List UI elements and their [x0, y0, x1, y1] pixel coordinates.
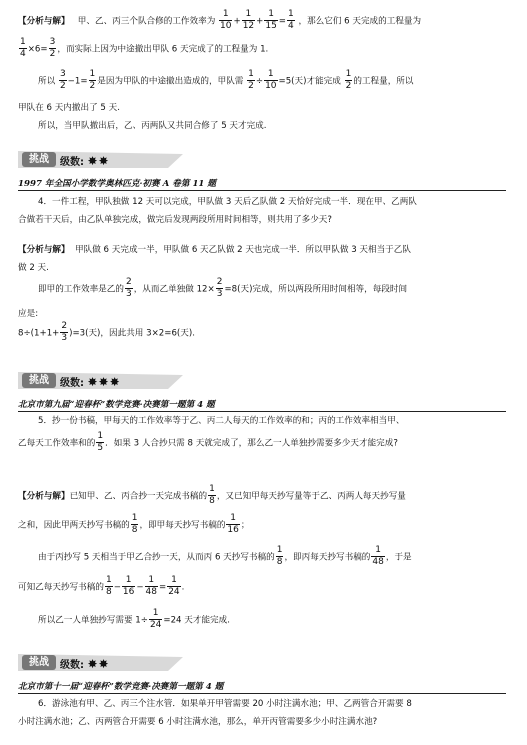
analysis-label: 【分析与解】: [18, 245, 70, 255]
num: 3: [59, 70, 67, 81]
den: 3: [125, 289, 132, 300]
star-icon: ✸✸: [87, 154, 110, 168]
den: 5: [97, 443, 104, 454]
challenge-badge: 挑战: [22, 373, 56, 388]
analysis-line: [18, 576, 184, 598]
analysis-label: 【分析与解】: [18, 491, 70, 502]
analysis-line: [38, 609, 230, 631]
fraction: [216, 278, 224, 300]
text: 8÷(1+1+: [18, 328, 60, 339]
den: 24: [168, 587, 180, 598]
op: =: [159, 582, 167, 593]
op: +: [233, 16, 241, 27]
question-line: 5．抄一份书稿，甲每天的工作效率等于乙、丙二人每天的工作效率的和；丙的工作效率相当甲、: [38, 416, 405, 426]
num: 2: [216, 278, 224, 289]
op: ÷: [255, 76, 264, 87]
fraction: [247, 70, 255, 92]
text: ，即丙每天抄写书稿的: [284, 552, 371, 563]
num: 1: [264, 70, 277, 81]
den: 8: [131, 525, 138, 536]
num: 1: [242, 10, 255, 21]
level-label: [60, 153, 110, 168]
den: 2: [59, 81, 66, 92]
fraction: [264, 10, 277, 32]
num: 1: [219, 10, 232, 21]
den: 8: [105, 587, 112, 598]
level-label: [60, 374, 121, 389]
fraction: [60, 322, 68, 344]
star-icon: ✸✸: [87, 657, 110, 671]
fraction: [105, 576, 113, 598]
num: 1: [149, 609, 162, 620]
fraction: [59, 70, 67, 92]
den: 3: [61, 333, 68, 344]
fraction: [96, 432, 104, 454]
fraction: [345, 70, 353, 92]
analysis-line: [38, 546, 412, 568]
fraction: [276, 546, 284, 568]
fraction: [167, 576, 180, 598]
op: −: [113, 582, 121, 593]
question-line: 小时注满水池；乙、丙两管合开需要 6 小时注满水池，那么，单开丙管需要多少小时注满水池?: [18, 717, 378, 727]
den: 15: [265, 21, 277, 32]
fraction: [49, 38, 57, 60]
fraction: [145, 576, 158, 598]
analysis-line: [18, 514, 249, 536]
analysis-label: 【分析与解】: [18, 16, 70, 27]
question-line: 4．一件工程，甲队独做 12 天可以完成，甲队做 3 天后乙队做 2 天恰好完成一半．现在甲、乙两队: [38, 197, 417, 207]
challenge-banner: [18, 654, 183, 671]
source-title: 北京市第九届“迎春杯”数学竞赛·决赛第一题第 4 题: [18, 400, 215, 410]
divider: [18, 693, 506, 694]
text: 是因为甲队的中途撤出造成的，甲队需: [97, 76, 244, 87]
den: 8: [209, 496, 215, 507]
text: ．如果 3 人合抄只需 8 天就完成了，那么乙一人单独抄需要多少天才能完成?: [105, 438, 398, 449]
fraction: [287, 10, 295, 32]
num: 1: [167, 576, 180, 587]
analysis-line-1: [18, 10, 421, 32]
text: =24 天才能完成.: [163, 615, 230, 626]
text: ×6=: [27, 44, 48, 55]
text: 甲队做 6 天完成一半，甲队做 6 天乙队做 2 天也完成一半．所以甲队做 3 天相当于乙队: [75, 245, 411, 255]
text: 所以: [38, 76, 56, 87]
challenge-banner: [18, 151, 183, 168]
star-icon: ✸✸✸: [87, 375, 121, 389]
num: 1: [247, 70, 255, 81]
analysis-line: [18, 243, 411, 255]
fraction: [19, 38, 27, 60]
analysis-line: [18, 485, 406, 507]
text: 所以乙一人单独抄写需要 1÷: [38, 615, 148, 626]
fraction: [131, 514, 139, 536]
source-title: 北京市第十一届“迎春杯”数学竞赛·决赛第一题第 4 题: [18, 682, 224, 692]
fraction: [149, 609, 162, 631]
text: 乙每天工作效率和的: [18, 438, 96, 449]
den: 8: [276, 557, 283, 568]
num: 1: [208, 485, 216, 496]
text: ，于是: [385, 552, 412, 563]
fraction: [371, 546, 384, 568]
den: 10: [220, 21, 232, 32]
text: =5(天)才能完成: [278, 76, 341, 87]
num: 1: [122, 576, 135, 587]
text: )=3(天)，因此共用 3×2=6(天).: [69, 328, 195, 339]
den: 2: [345, 81, 352, 92]
analysis-line-4: 甲队在 6 天内撤出了 5 天.: [18, 103, 120, 113]
den: 10: [265, 81, 277, 92]
den: 2: [49, 49, 56, 60]
fraction: [122, 576, 135, 598]
num: 1: [89, 70, 97, 81]
text: ，从而乙单独做 12×: [133, 284, 215, 295]
analysis-line: 应是:: [18, 309, 39, 319]
num: 1: [276, 546, 284, 557]
text: =8(天)完成，所以两段所用时间相等，每段时间: [224, 284, 408, 295]
level-text: 级数:: [60, 660, 84, 671]
den: 48: [145, 587, 157, 598]
level-text: 级数:: [60, 378, 84, 389]
fraction: [264, 70, 277, 92]
den: 4: [20, 49, 26, 60]
num: 1: [105, 576, 113, 587]
question-line: [18, 432, 398, 454]
text: 即甲的工作效率是乙的: [38, 284, 124, 295]
text: ，而实际上因为中途撤出甲队 6 天完成了的工程量为 1.: [57, 44, 269, 55]
num: 1: [96, 432, 104, 443]
text: 可知乙每天抄写书稿的: [18, 582, 104, 593]
den: 2: [89, 81, 96, 92]
analysis-line: [18, 322, 195, 344]
num: 1: [145, 576, 158, 587]
text: ，那么它们 6 天完成的工程量为: [298, 16, 422, 27]
text: ，又已知甲每天抄写量等于乙、丙两人每天抄写量: [216, 491, 406, 502]
text: −1=: [67, 76, 88, 87]
fraction: [226, 514, 239, 536]
text: 之和，因此甲两天抄写书稿的: [18, 520, 130, 531]
num: 1: [264, 10, 277, 21]
text: 的工程量，所以: [353, 76, 414, 87]
question-line: 6．游泳池有甲、乙、丙三个注水管．如果单开甲管需要 20 小时注满水池；甲、乙两管合开需要 8: [38, 699, 412, 709]
den: 16: [227, 525, 239, 536]
num: 1: [371, 546, 384, 557]
num: 1: [345, 70, 353, 81]
text: 由于丙抄写 5 天相当于甲乙合抄一天，从而丙 6 天抄写书稿的: [38, 552, 275, 563]
source-title: 1997 年全国小学数学奥林匹克·初赛 A 卷第 11 题: [18, 179, 216, 189]
analysis-line-3: [38, 70, 414, 92]
analysis-line: 做 2 天.: [18, 263, 49, 273]
den: 16: [122, 587, 135, 598]
den: 24: [149, 620, 162, 631]
fraction: [125, 278, 133, 300]
analysis-line-5: 所以，当甲队撤出后，乙、丙两队又共同合修了 5 天才完成.: [38, 121, 267, 131]
den: 4: [288, 21, 294, 32]
analysis-line-2: [18, 38, 268, 60]
text: .: [181, 582, 185, 593]
fraction: [219, 10, 232, 32]
text: 已知甲、乙、丙合抄一天完成书稿的: [69, 491, 208, 502]
fraction: [89, 70, 97, 92]
num: 1: [226, 514, 239, 525]
analysis-line: [38, 278, 407, 300]
den: 12: [242, 21, 255, 32]
num: 1: [19, 38, 27, 49]
divider: [18, 190, 506, 191]
num: 2: [60, 322, 68, 333]
fraction: [242, 10, 255, 32]
level-label: [60, 656, 110, 671]
text: 甲、乙、丙三个队合修的工作效率为: [77, 16, 216, 27]
den: 48: [372, 557, 384, 568]
text: ；: [240, 520, 250, 531]
op: −: [136, 582, 144, 593]
fraction: [208, 485, 216, 507]
den: 3: [216, 289, 223, 300]
op: =: [278, 16, 286, 27]
num: 3: [49, 38, 57, 49]
den: 2: [248, 81, 254, 92]
challenge-banner: [18, 372, 183, 389]
divider: [18, 411, 506, 412]
op: +: [256, 16, 264, 27]
challenge-badge: 挑战: [22, 152, 56, 167]
text: ，即甲每天抄写书稿的: [139, 520, 226, 531]
level-text: 级数:: [60, 157, 84, 168]
num: 2: [125, 278, 133, 289]
num: 1: [131, 514, 139, 525]
num: 1: [287, 10, 295, 21]
challenge-badge: 挑战: [22, 655, 56, 670]
question-line: 合做若干天后，由乙队单独完成，做完后发现两段所用时间相等，则共用了多少天?: [18, 215, 332, 225]
